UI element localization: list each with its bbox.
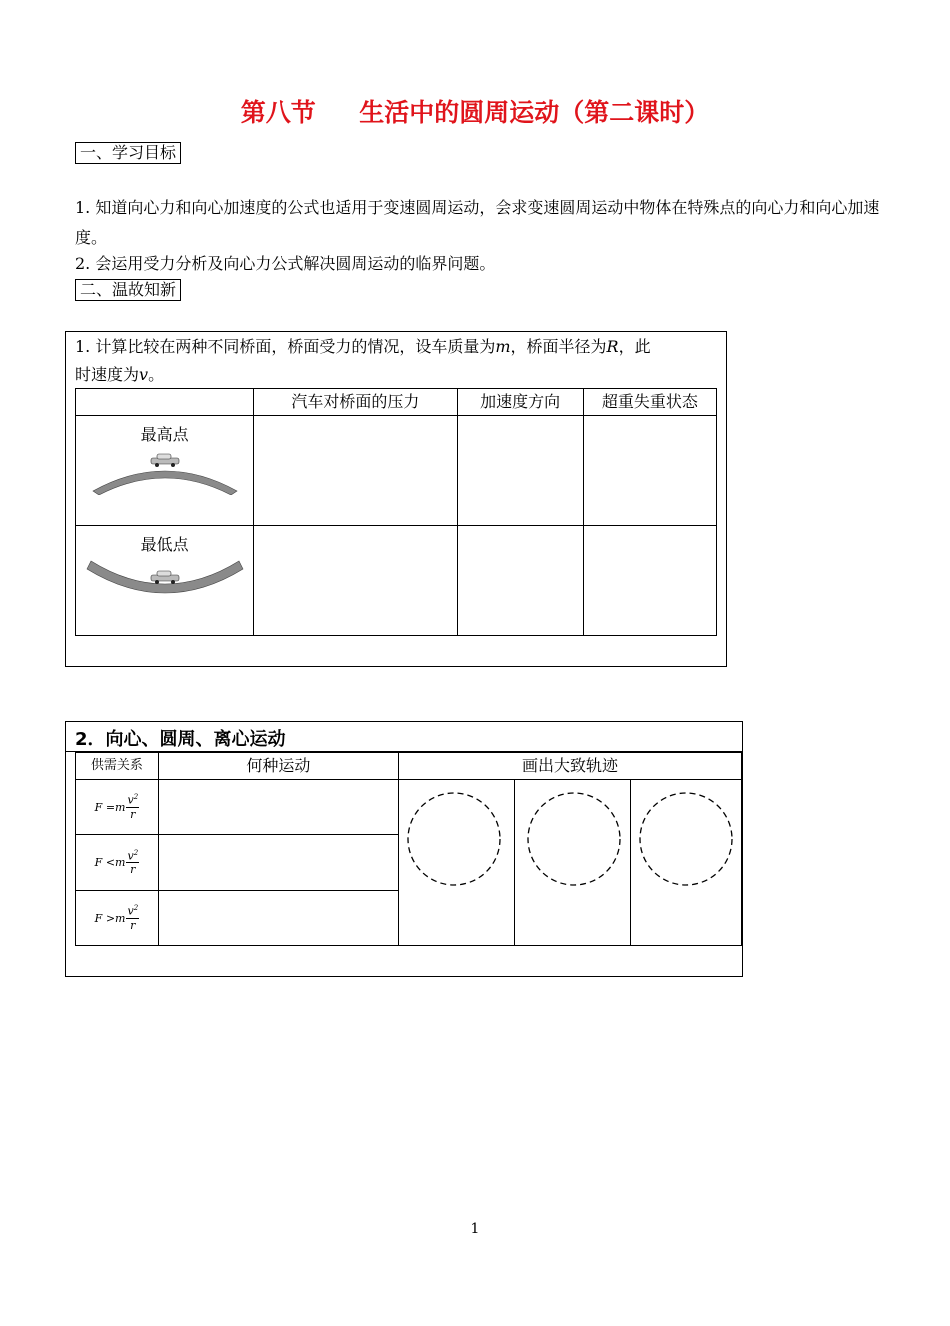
table-row	[76, 416, 717, 526]
table-cell	[254, 416, 457, 526]
formula-fraction	[126, 793, 139, 821]
formula-fraction	[126, 904, 139, 932]
intro-text-e: 。	[148, 365, 165, 384]
var-R: R	[606, 337, 619, 356]
section-label-review: 二、温故知新	[75, 279, 181, 301]
table-header	[76, 389, 254, 416]
car-icon	[151, 454, 179, 467]
intro-text-d: 时速度为	[75, 365, 140, 384]
formula-exp: 2	[133, 793, 139, 802]
bridge-question-text	[75, 333, 720, 389]
bridge-table	[75, 388, 717, 636]
dashed-circle-2	[515, 780, 630, 890]
table-cell	[158, 780, 398, 835]
formula-v: v	[127, 849, 134, 863]
formula-op: >	[105, 911, 116, 925]
formula-op: =	[105, 800, 116, 814]
formula-m: m	[115, 800, 126, 814]
trajectory-cell	[514, 780, 630, 946]
formula-m: m	[115, 856, 126, 869]
formula-r: r	[130, 863, 136, 877]
arch-bridge-image	[85, 445, 245, 495]
car-icon	[151, 571, 179, 584]
section-label-goals: 一、学习目标	[75, 142, 181, 164]
formula-equal	[76, 793, 158, 821]
formula-F: F	[94, 800, 103, 814]
table-cell	[457, 416, 583, 526]
bridge-question-box	[65, 331, 727, 667]
table-cell	[457, 526, 583, 636]
trajectory-cell	[398, 780, 514, 946]
motion-table	[75, 752, 742, 946]
table-cell	[583, 416, 716, 526]
motion-question-title: 2．向心、圆周、离心运动	[75, 729, 286, 750]
table-header: 画出大致轨迹	[398, 753, 741, 780]
table-cell	[158, 891, 398, 946]
formula-r: r	[130, 807, 136, 821]
formula-cell	[76, 891, 159, 946]
var-m: m	[495, 337, 511, 356]
formula-fraction	[126, 849, 139, 877]
formula-v: v	[127, 904, 134, 918]
formula-m: m	[115, 911, 126, 925]
formula-cell	[76, 780, 159, 835]
motion-question-box	[65, 721, 743, 977]
intro-text-a: 1. 计算比较在两种不同桥面，桥面受力的情况，设车质量为	[75, 337, 496, 356]
formula-cell	[76, 835, 159, 891]
intro-text-c: ，此	[618, 337, 651, 356]
table-cell	[158, 835, 398, 891]
formula-r: r	[130, 918, 136, 932]
formula-greater	[76, 904, 158, 932]
formula-less	[76, 849, 158, 877]
row-label-cell	[76, 416, 254, 526]
table-header: 超重失重状态	[583, 389, 716, 416]
table-row	[76, 780, 742, 835]
goal-item-2: 2. 会运用受力分析及向心力公式解决圆周运动的临界问题。	[75, 254, 496, 273]
row-label: 最高点	[140, 425, 189, 444]
formula-exp: 2	[133, 904, 139, 913]
formula-v: v	[127, 793, 134, 807]
formula-exp: 2	[133, 848, 139, 857]
row-label-cell	[76, 526, 254, 636]
dashed-circle-1	[399, 780, 514, 890]
table-header: 加速度方向	[457, 389, 583, 416]
table-header: 供需关系	[76, 753, 159, 780]
goal-item-1: 1. 知道向心力和向心加速度的公式也适用于变速圆周运动，会求变速圆周运动中物体在特殊点的向心力和向心加速度。	[75, 198, 880, 247]
formula-F: F	[94, 911, 103, 925]
table-cell	[583, 526, 716, 636]
page-number: 1	[470, 1221, 480, 1237]
formula-op: <	[105, 856, 116, 869]
table-cell	[254, 526, 457, 636]
intro-text-b: ，桥面半径为	[510, 337, 607, 356]
row-label: 最低点	[140, 535, 189, 554]
trajectory-cell	[631, 780, 742, 946]
table-header: 何种运动	[158, 753, 398, 780]
page-title: 第八节 生活中的圆周运动（第二课时）	[240, 98, 710, 127]
concave-bridge-image	[85, 555, 245, 605]
table-row	[76, 526, 717, 636]
formula-F: F	[94, 856, 103, 869]
dashed-circle-3	[631, 780, 741, 890]
var-v: v	[139, 365, 149, 384]
table-header: 汽车对桥面的压力	[254, 389, 457, 416]
